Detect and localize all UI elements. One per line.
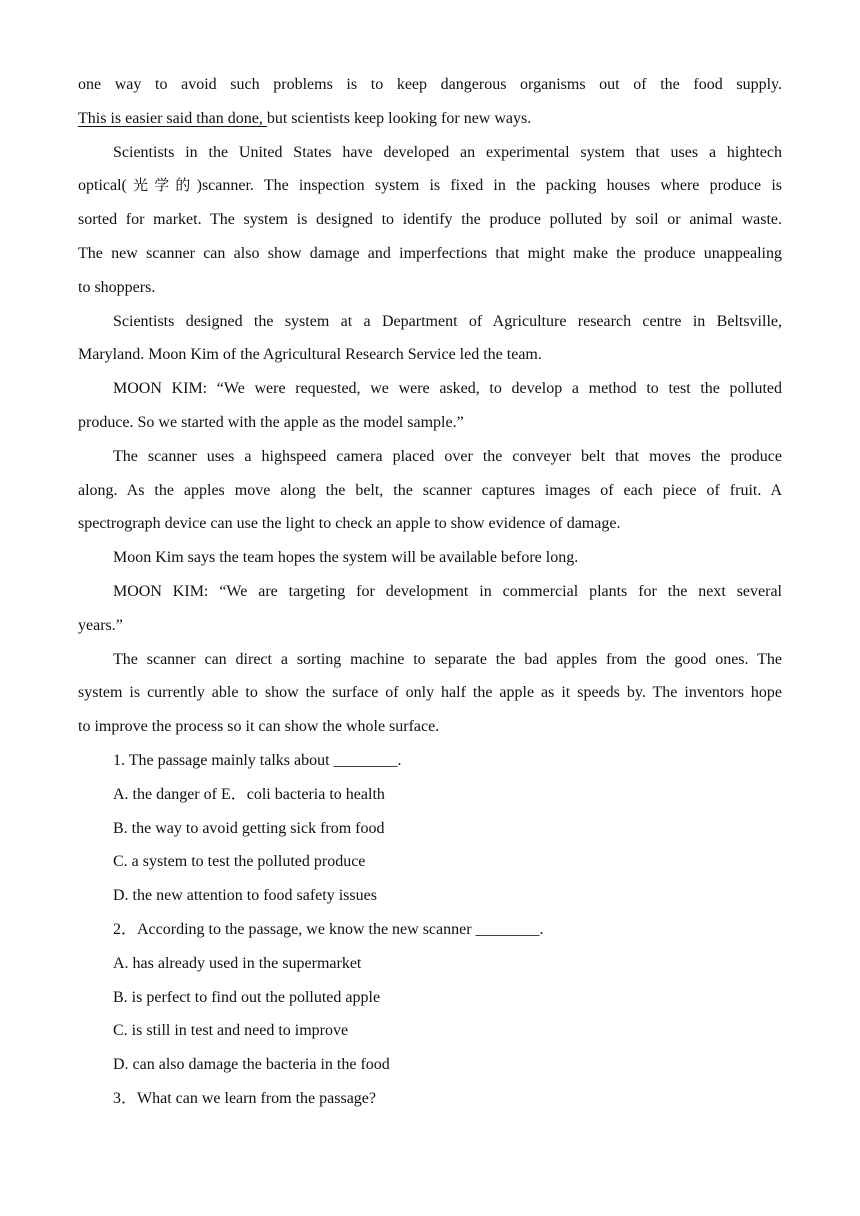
passage-line: Moon Kim says the team hopes the system will be available before long. xyxy=(113,549,579,567)
underlined-sentence: This is easier said than done, xyxy=(78,109,267,127)
passage-line xyxy=(78,169,782,203)
passage-text: )scanner. The inspection system is fixed in the packing houses where produce is xyxy=(196,177,782,195)
question-option: D. can also damage the bacteria in the food xyxy=(113,1056,390,1074)
passage-line: The new scanner can also show damage and imperfections that might make the produce unappealing xyxy=(78,244,782,262)
passage-line: along. As the apples move along the belt, the scanner captures images of each piece of fruit. A xyxy=(78,481,782,499)
question-stem: 3．What can we learn from the passage? xyxy=(113,1089,376,1107)
question-option: D. the new attention to food safety issues xyxy=(113,887,377,905)
passage-line: spectrograph device can use the light to check an apple to show evidence of damage. xyxy=(78,515,621,533)
question-stem: 1. The passage mainly talks about ________. xyxy=(113,751,402,769)
passage-line: produce. So we started with the apple as the model sample.” xyxy=(78,413,464,431)
passage-line: The scanner uses a highspeed camera placed over the conveyer belt that moves the produce xyxy=(113,447,782,465)
question-option: B. is perfect to find out the polluted apple xyxy=(113,988,381,1006)
passage-line: MOON KIM: “We were requested, we were asked, to develop a method to test the polluted xyxy=(113,380,782,398)
question-option: A. the danger of E．coli bacteria to health xyxy=(113,785,385,803)
passage-text: but scientists keep looking for new ways. xyxy=(266,109,532,127)
passage-line: years.” xyxy=(78,616,123,634)
passage-line: system is currently able to show the surface of only half the apple as it speeds by. The inventors hope xyxy=(78,684,782,702)
passage-text: optical( xyxy=(78,177,127,195)
question-option: B. the way to avoid getting sick from food xyxy=(113,819,385,837)
question-stem: 2．According to the passage, we know the new scanner ________. xyxy=(113,920,544,938)
question-option: C. a system to test the polluted produce xyxy=(113,853,366,871)
passage-line: Scientists in the United States have developed an experimental system that uses a hightech xyxy=(113,143,782,161)
passage-line: to improve the process so it can show the whole surface. xyxy=(78,718,440,736)
question-option: A. has already used in the supermarket xyxy=(113,954,362,972)
question-option: C. is still in test and need to improve xyxy=(113,1022,349,1040)
passage-line: The scanner can direct a sorting machine to separate the bad apples from the good ones. The xyxy=(113,650,782,668)
document-page xyxy=(78,68,782,1116)
passage-line: Maryland. Moon Kim of the Agricultural Research Service led the team. xyxy=(78,346,542,364)
passage-line: Scientists designed the system at a Department of Agriculture research centre in Beltsville, xyxy=(113,312,782,330)
passage-line xyxy=(78,102,782,136)
chinese-gloss: 光学的 xyxy=(126,176,197,195)
passage-line: MOON KIM: “We are targeting for development in commercial plants for the next several xyxy=(113,582,782,600)
passage-line: one way to avoid such problems is to keep dangerous organisms out of the food supply. xyxy=(78,76,782,93)
passage-line: to shoppers. xyxy=(78,278,156,296)
passage-line: sorted for market. The system is designed to identify the produce polluted by soil or animal waste. xyxy=(78,211,782,229)
